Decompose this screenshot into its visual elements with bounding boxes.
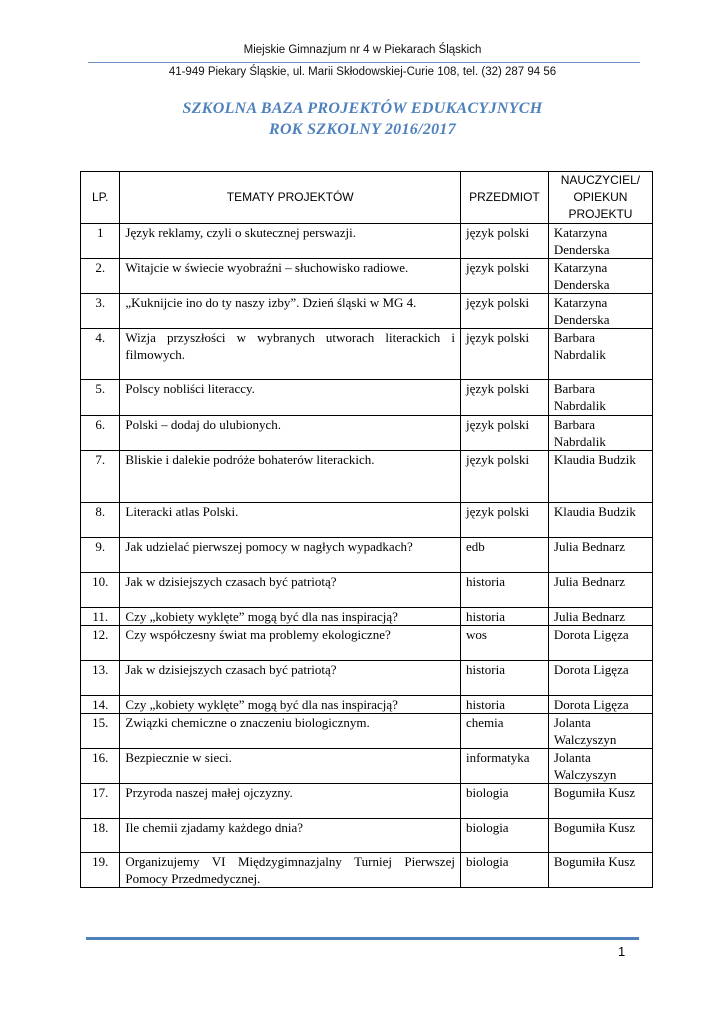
table-row <box>81 853 653 888</box>
project-subject: historia <box>460 661 548 696</box>
table-row <box>81 608 653 626</box>
project-topic: Ile chemii zjadamy każdego dnia? <box>120 819 461 853</box>
project-teacher: Barbara Nabrdalik <box>548 380 652 416</box>
project-teacher: Barbara Nabrdalik <box>548 416 652 451</box>
row-number: 5. <box>81 380 120 416</box>
page-number: 1 <box>618 944 626 959</box>
project-topic: Język reklamy, czyli o skutecznej perswazji. <box>120 224 461 259</box>
table-row <box>81 503 653 538</box>
project-teacher: Dorota Ligęza <box>548 626 652 661</box>
project-topic: Polscy nobliści literaccy. <box>120 380 461 416</box>
project-subject: historia <box>460 608 548 626</box>
table-row <box>81 573 653 608</box>
project-topic: Jak udzielać pierwszej pomocy w nagłych wypadkach? <box>120 538 461 573</box>
table-row <box>81 380 653 416</box>
project-teacher: Julia Bednarz <box>548 573 652 608</box>
project-subject: język polski <box>460 416 548 451</box>
project-teacher: Jolanta Walczyszyn <box>548 714 652 749</box>
project-subject: język polski <box>460 224 548 259</box>
project-subject: historia <box>460 696 548 714</box>
project-topic: Witajcie w świecie wyobraźni – słuchowisko radiowe. <box>120 259 461 294</box>
project-topic: Czy „kobiety wyklęte” mogą być dla nas inspiracją? <box>120 608 461 626</box>
project-teacher: Dorota Ligęza <box>548 661 652 696</box>
project-topic: Czy „kobiety wyklęte” mogą być dla nas inspiracją? <box>120 696 461 714</box>
school-address: 41-949 Piekary Śląskie, ul. Marii Skłodowskiej-Curie 108, tel. (32) 287 94 56 <box>168 66 557 78</box>
project-topic: Bezpiecznie w sieci. <box>120 749 461 784</box>
project-topic: Jak w dzisiejszych czasach być patriotą? <box>120 573 461 608</box>
project-subject: język polski <box>460 503 548 538</box>
project-topic: „Kuknijcie ino do ty naszy izby”. Dzień śląski w MG 4. <box>120 294 461 329</box>
project-teacher: Bogumiła Kusz <box>548 853 652 888</box>
table-row <box>81 626 653 661</box>
footer-divider <box>86 937 639 940</box>
table-row <box>81 329 653 380</box>
project-topic: Przyroda naszej małej ojczyzny. <box>120 784 461 819</box>
project-teacher: Bogumiła Kusz <box>548 784 652 819</box>
table-header-row <box>81 172 653 224</box>
row-number: 9. <box>81 538 120 573</box>
row-number: 8. <box>81 503 120 538</box>
project-subject: historia <box>460 573 548 608</box>
table-row <box>81 538 653 573</box>
header-topic: TEMATY PROJEKTÓW <box>120 172 461 224</box>
row-number: 16. <box>81 749 120 784</box>
projects-table <box>80 171 653 888</box>
project-topic: Czy współczesny świat ma problemy ekologiczne? <box>120 626 461 661</box>
row-number: 1 <box>81 224 120 259</box>
row-number: 19. <box>81 853 120 888</box>
project-teacher: Julia Bednarz <box>548 608 652 626</box>
project-topic: Wizja przyszłości w wybranych utworach literackich i filmowych. <box>120 329 461 380</box>
row-number: 2. <box>81 259 120 294</box>
project-teacher: Barbara Nabrdalik <box>548 329 652 380</box>
row-number: 15. <box>81 714 120 749</box>
row-number: 11. <box>81 608 120 626</box>
row-number: 4. <box>81 329 120 380</box>
project-subject: edb <box>460 538 548 573</box>
project-subject: język polski <box>460 329 548 380</box>
project-subject: język polski <box>460 259 548 294</box>
project-subject: język polski <box>460 294 548 329</box>
project-topic: Bliskie i dalekie podróże bohaterów literackich. <box>120 451 461 503</box>
project-subject: biologia <box>460 819 548 853</box>
header-teacher: NAUCZYCIEL/ OPIEKUN PROJEKTU <box>548 172 652 224</box>
school-year: ROK SZKOLNY 2016/2017 <box>268 121 457 138</box>
header-divider <box>88 62 640 63</box>
row-number: 6. <box>81 416 120 451</box>
project-subject: biologia <box>460 784 548 819</box>
document-title: SZKOLNA BAZA PROJEKTÓW EDUKACYJNYCH <box>182 100 543 117</box>
project-teacher: Katarzyna Denderska <box>548 224 652 259</box>
table-row <box>81 784 653 819</box>
project-topic: Polski – dodaj do ulubionych. <box>120 416 461 451</box>
project-topic: Literacki atlas Polski. <box>120 503 461 538</box>
project-subject: język polski <box>460 380 548 416</box>
table-body <box>81 224 653 888</box>
project-teacher: Katarzyna Denderska <box>548 259 652 294</box>
row-number: 14. <box>81 696 120 714</box>
table-row <box>81 416 653 451</box>
project-subject: język polski <box>460 451 548 503</box>
row-number: 18. <box>81 819 120 853</box>
row-number: 12. <box>81 626 120 661</box>
school-name: Miejskie Gimnazjum nr 4 w Piekarach Śląskich <box>243 44 482 56</box>
table-row <box>81 714 653 749</box>
row-number: 10. <box>81 573 120 608</box>
header-subject: PRZEDMIOT <box>460 172 548 224</box>
table-row <box>81 224 653 259</box>
table-row <box>81 294 653 329</box>
project-teacher: Klaudia Budzik <box>548 503 652 538</box>
project-subject: wos <box>460 626 548 661</box>
project-teacher: Klaudia Budzik <box>548 451 652 503</box>
row-number: 13. <box>81 661 120 696</box>
project-topic: Organizujemy VI Międzygimnazjalny Turniej Pierwszej Pomocy Przedmedycznej. <box>120 853 461 888</box>
table-row <box>81 661 653 696</box>
project-teacher: Katarzyna Denderska <box>548 294 652 329</box>
header-lp: LP. <box>81 172 120 224</box>
row-number: 17. <box>81 784 120 819</box>
project-teacher: Julia Bednarz <box>548 538 652 573</box>
table-row <box>81 259 653 294</box>
project-teacher: Jolanta Walczyszyn <box>548 749 652 784</box>
project-topic: Związki chemiczne o znaczeniu biologicznym. <box>120 714 461 749</box>
row-number: 3. <box>81 294 120 329</box>
row-number: 7. <box>81 451 120 503</box>
project-subject: chemia <box>460 714 548 749</box>
project-teacher: Dorota Ligęza <box>548 696 652 714</box>
project-topic: Jak w dzisiejszych czasach być patriotą? <box>120 661 461 696</box>
table-row <box>81 749 653 784</box>
project-subject: informatyka <box>460 749 548 784</box>
table-row <box>81 696 653 714</box>
project-teacher: Bogumiła Kusz <box>548 819 652 853</box>
table-row <box>81 819 653 853</box>
project-subject: biologia <box>460 853 548 888</box>
table-row <box>81 451 653 503</box>
